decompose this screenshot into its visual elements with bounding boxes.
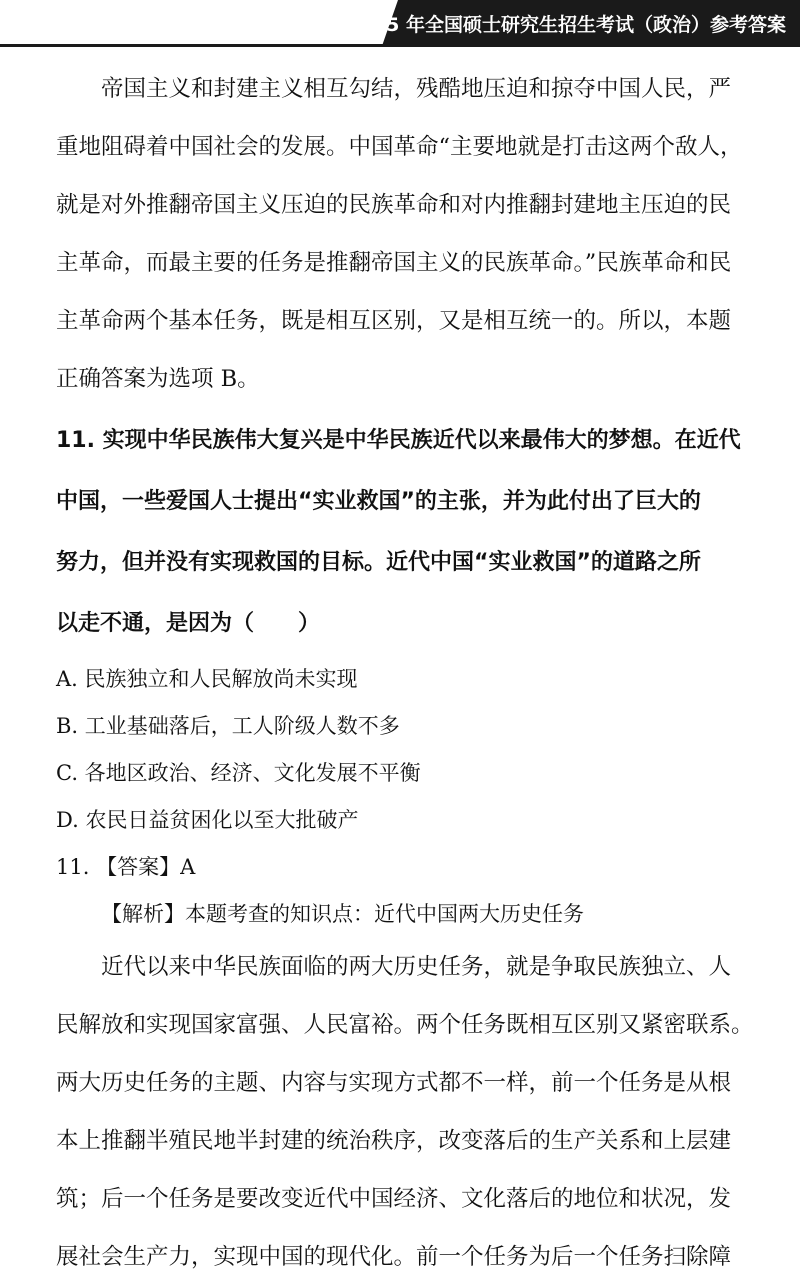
option-c: C. 各地区政治、经济、文化发展不平衡 <box>56 761 421 785</box>
option-a: A. 民族独立和人民解放尚未实现 <box>56 667 358 691</box>
paragraph-line: 主革命，而最主要的任务是推翻帝国主义的民族革命。”民族革命和民 <box>56 250 732 276</box>
analysis-paragraph <box>56 938 768 1286</box>
header-title: 2025 年全国硕士研究生招生考试（政治）参考答案 <box>346 14 786 36</box>
paragraph-line: 正确答案为选项 B。 <box>56 366 260 392</box>
page-header <box>0 0 800 48</box>
analysis-line: 本上推翻半殖民地半封建的统治秩序，改变落后的生产关系和上层建 <box>56 1128 732 1154</box>
analysis-line: 展社会生产力，实现中国的现代化。前一个任务为后一个任务扫除障 <box>56 1244 732 1270</box>
question-line: 以走不通，是因为（ ） <box>56 611 321 636</box>
analysis-line: 民解放和实现国家富强、人民富裕。两个任务既相互区别又紧密联系。 <box>56 1012 754 1038</box>
option-b: B. 工业基础落后，工人阶级人数不多 <box>56 714 400 738</box>
answer-options <box>56 656 768 844</box>
option-d: D. 农民日益贫困化以至大批破产 <box>56 808 359 832</box>
question-line: 中国，一些爱国人士提出“实业救国”的主张，并为此付出了巨大的 <box>56 489 701 514</box>
paragraph-line: 帝国主义和封建主义相互勾结，残酷地压迫和掠夺中国人民，严 <box>101 76 732 102</box>
document-body <box>56 60 768 1286</box>
analysis-line: 两大历史任务的主题、内容与实现方式都不一样，前一个任务是从根 <box>56 1070 732 1096</box>
analysis-heading: 【解析】本题考查的知识点：近代中国两大历史任务 <box>101 902 584 926</box>
paragraph-line: 就是对外推翻帝国主义压迫的民族革命和对内推翻封建地主压迫的民 <box>56 192 732 218</box>
question-11 <box>56 410 768 654</box>
analysis-line: 筑；后一个任务是要改变近代中国经济、文化落后的地位和状况，发 <box>56 1186 732 1212</box>
answer-line: 11. 【答案】A <box>56 855 196 879</box>
explanation-paragraph <box>56 60 768 408</box>
question-line: 11. 实现中华民族伟大复兴是中华民族近代以来最伟大的梦想。在近代 <box>56 428 741 453</box>
paragraph-line: 重地阻碍着中国社会的发展。中国革命“主要地就是打击这两个敌人， <box>56 134 743 160</box>
question-line: 努力，但并没有实现救国的目标。近代中国“实业救国”的道路之所 <box>56 550 701 575</box>
analysis-line: 近代以来中华民族面临的两大历史任务，就是争取民族独立、人 <box>101 954 732 980</box>
paragraph-line: 主革命两个基本任务，既是相互区别，又是相互统一的。所以，本题 <box>56 308 732 334</box>
